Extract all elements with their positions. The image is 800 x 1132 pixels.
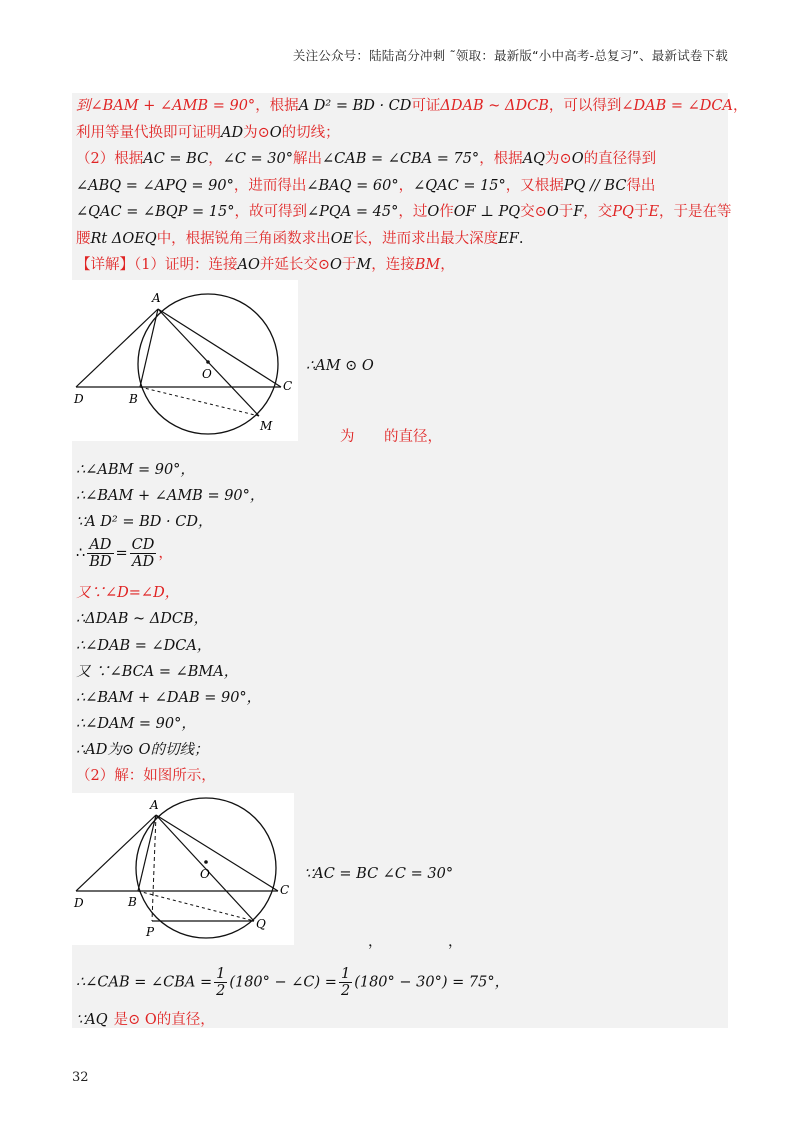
line-bm	[140, 387, 259, 416]
analysis-line-2	[76, 124, 340, 142]
part2-intro: （2）解：如图所示，	[76, 768, 216, 784]
step-11: ∴AD为⊙ O的切线；	[76, 742, 209, 758]
label-p: P	[146, 925, 155, 939]
expr: AC = BC	[143, 151, 209, 167]
angle-eq-expr: ∠DAB = ∠DCA	[621, 98, 733, 114]
expr: ∴∠CAB = ∠CBA =	[76, 974, 213, 991]
step-2: ∴∠BAM + ∠AMB = 90°，	[76, 488, 265, 504]
expr: OF ⊥ PQ	[453, 204, 521, 220]
expr: (180° − ∠C) =	[229, 974, 337, 991]
label-o: O	[202, 367, 212, 381]
text: 解出	[293, 151, 322, 167]
text: 是⊙ O的直径，	[113, 1012, 215, 1028]
label-q: Q	[256, 917, 266, 931]
text: ，过	[398, 204, 428, 220]
line-da	[76, 309, 158, 387]
denominator: 2	[340, 983, 351, 999]
expr: ∠BAQ = 60°	[306, 178, 399, 194]
text: 得出	[626, 178, 656, 194]
expr: Rt ΔOEQ	[90, 231, 157, 247]
line-ac	[156, 815, 278, 891]
fraction-half-2	[339, 966, 352, 999]
expr: ∠QAC = ∠BQP = 15°	[76, 204, 235, 220]
var: E	[648, 204, 660, 220]
var: EF	[498, 231, 519, 247]
text: ，连接	[371, 257, 415, 273]
step-7: ∴∠DAB = ∠DCA，	[76, 638, 212, 654]
step-1: ∴∠ABM = 90°，	[76, 462, 195, 478]
text: ，根据	[255, 98, 299, 114]
label-m: M	[260, 419, 273, 433]
text: ，根据	[479, 151, 523, 167]
label-b: B	[129, 392, 138, 406]
text: 长，进而求出最大深度	[353, 231, 499, 247]
text: 可证	[411, 98, 441, 114]
expr: ∠QAC = 15°	[413, 178, 506, 194]
fig2-below-text-b: ，	[448, 934, 463, 950]
text: ，	[398, 178, 414, 194]
text: 为⊙	[243, 125, 270, 141]
var: PQ	[612, 204, 634, 220]
var: O	[546, 204, 559, 220]
var: OE	[330, 231, 354, 247]
analysis-line-4	[76, 177, 655, 195]
denominator: 2	[216, 983, 226, 999]
label-a: A	[152, 291, 161, 305]
page-header: 关注公众号：陆陆高分冲刺 ˜领取：最新版“小中高考-总复习”、最新试卷下载	[292, 48, 728, 63]
var: M	[356, 257, 372, 273]
text: ，	[440, 257, 455, 273]
var: F	[573, 204, 584, 220]
analysis-line-6	[76, 230, 523, 248]
text: 的切线；	[281, 125, 340, 141]
fig2-side-text: ∵AC = BC ∠C = 30°	[304, 866, 454, 882]
center-point	[206, 360, 210, 364]
analysis-line-1	[76, 97, 747, 115]
text: 并延长交⊙	[259, 257, 330, 273]
step-8: 又 ∵∠BCA = ∠BMA，	[76, 664, 239, 680]
text: .	[518, 231, 524, 247]
comma: ，	[158, 545, 173, 562]
geometry-figure-2	[72, 793, 294, 945]
circle-o	[138, 294, 278, 434]
label-a: A	[150, 798, 159, 812]
label-c: C	[283, 379, 293, 393]
detail-label: 【详解】	[76, 257, 134, 273]
var: O	[330, 257, 342, 273]
var: O	[427, 204, 440, 220]
label-d: D	[74, 392, 84, 406]
step-13	[76, 1011, 215, 1029]
text: 的直径得到	[583, 151, 657, 167]
line-ab	[140, 309, 158, 387]
text: 中，根据锐角三角函数求出	[156, 231, 331, 247]
text: ，可以得到	[548, 98, 622, 114]
var: AO	[237, 257, 260, 273]
numerator: 1	[216, 966, 226, 982]
expr: (180° − 30°) = 75°，	[354, 974, 510, 991]
angle-sum-expr: 到∠BAM + ∠AMB = 90°	[76, 98, 256, 114]
text: 作	[439, 204, 454, 220]
numerator: CD	[131, 537, 155, 553]
numerator: AD	[87, 537, 113, 554]
step-4	[76, 537, 173, 570]
text: （1）证明：连接	[134, 257, 238, 273]
line-da	[76, 815, 156, 891]
text: 交⊙	[520, 204, 547, 220]
text: ，进而得出	[233, 178, 307, 194]
label-b: B	[128, 895, 137, 909]
step-10: ∴∠DAM = 90°，	[76, 716, 196, 732]
fig1-below-text-a: 为	[340, 429, 355, 445]
expr: ∠PQA = 45°	[307, 204, 399, 220]
expr: PQ // BC	[563, 178, 627, 194]
numerator: 1	[340, 966, 351, 982]
equals: =	[115, 545, 128, 562]
text: （2）根据	[76, 151, 144, 167]
var: AQ	[522, 151, 546, 167]
fig2-below-text-a: ，	[368, 934, 383, 950]
text: ，于是在等	[659, 204, 732, 220]
var: O	[269, 125, 282, 141]
fraction-ad-bd	[87, 537, 113, 570]
fig1-below-text-b: 的直径，	[384, 429, 442, 445]
denominator: BD	[89, 554, 112, 570]
geometry-figure-1	[72, 280, 298, 441]
text: 于	[558, 204, 574, 220]
label-c: C	[280, 883, 290, 897]
var: O	[571, 151, 584, 167]
label-d: D	[74, 896, 84, 910]
text: ，	[208, 151, 223, 167]
similar-expr: ΔDAB ~ ΔDCB	[440, 98, 549, 114]
text: 于	[341, 257, 357, 273]
fraction-half-1	[214, 966, 227, 999]
expr: ∵AQ	[76, 1012, 108, 1028]
expr: ∠C = 30°	[222, 151, 293, 167]
page-number: 32	[72, 1070, 89, 1085]
text: ，又根据	[505, 178, 564, 194]
therefore-sign: ∴	[76, 545, 86, 562]
text: 于	[633, 204, 649, 220]
analysis-line-5	[76, 203, 732, 221]
step-9: ∴∠BAM + ∠DAB = 90°，	[76, 690, 262, 706]
text: ，	[732, 98, 748, 114]
step-12	[76, 966, 509, 999]
step-6: ∴ΔDAB ~ ΔDCB，	[76, 611, 209, 627]
text: ，故可得到	[234, 204, 307, 220]
label-o: O	[200, 867, 210, 881]
analysis-line-3	[76, 150, 656, 168]
expr: ∠ABQ = ∠APQ = 90°	[76, 178, 234, 194]
center-point	[204, 860, 208, 864]
text: 腰	[76, 231, 91, 247]
step-5: 又∵∠D=∠D，	[76, 585, 180, 601]
text: ，交	[583, 204, 613, 220]
fig1-side-text: ∴AM ⊙ O	[306, 358, 374, 374]
text: 为⊙	[545, 151, 572, 167]
fraction-cd-ad	[130, 537, 157, 570]
expr: ∠CAB = ∠CBA = 75°	[322, 151, 480, 167]
detail-line-1	[76, 256, 455, 274]
text: 利用等量代换即可证明	[76, 125, 221, 141]
solution-content	[72, 93, 748, 1028]
denominator: AD	[131, 554, 155, 570]
step-3: ∵A D² = BD · CD，	[76, 514, 213, 530]
var: BM	[414, 257, 441, 273]
product-expr: A D² = BD · CD	[298, 98, 412, 114]
var: AD	[221, 125, 244, 141]
